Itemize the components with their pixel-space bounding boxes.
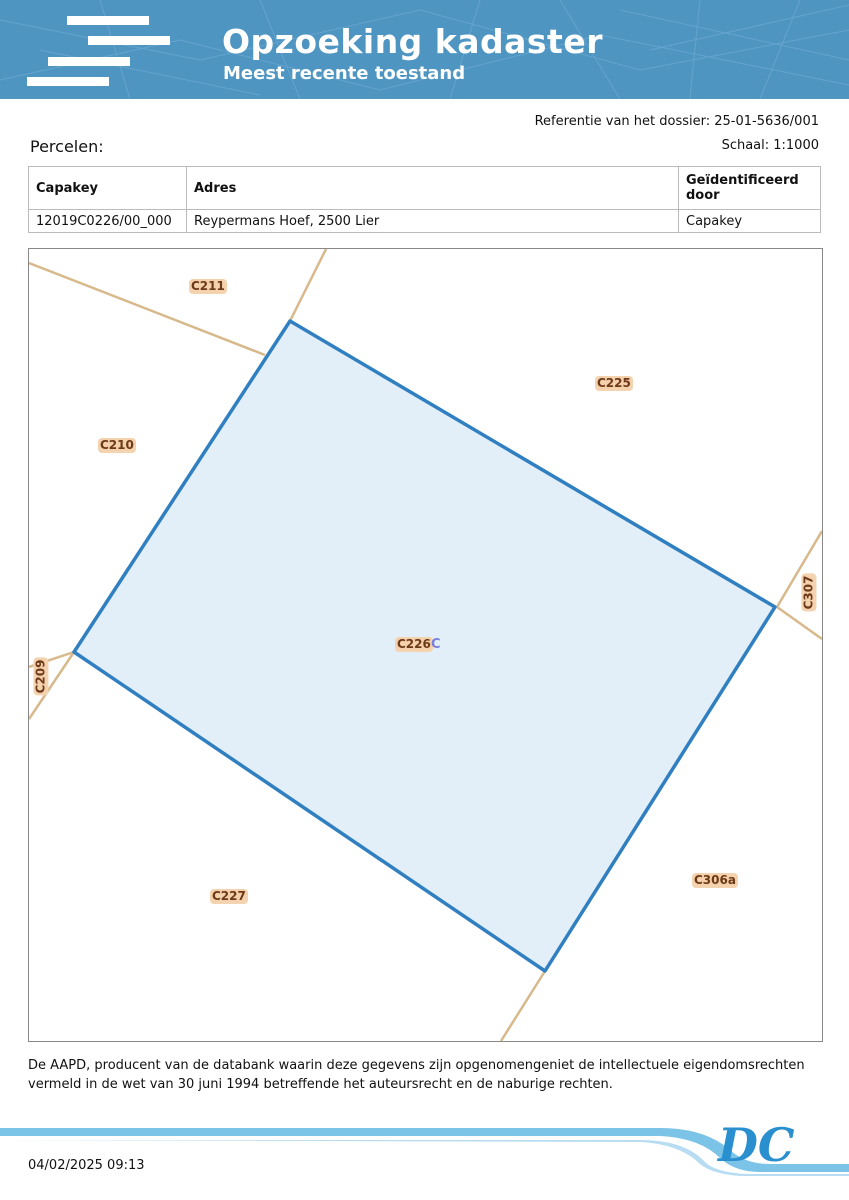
page-header (0, 0, 849, 99)
parcel-label-c226: C226 (397, 637, 431, 651)
dossier-reference: Referentie van het dossier: 25-01-5636/001 (534, 114, 819, 129)
print-date: 04/02/2025 09:13 (28, 1158, 145, 1173)
copyright-disclaimer: De AAPD, producent van de databank waarin deze gegevens zijn opgenomengeniet de intellectuele eigendomsrechten vermeld in de wet van 30 juni 1994 betreffende het auteursrecht en de naburige rechten. (28, 1058, 805, 1092)
page-title: Opzoeking kadaster (222, 22, 603, 61)
cell-capakey: 12019C0226/00_000 (29, 210, 187, 233)
parcel-label-c306a: C306a (694, 873, 736, 887)
cell-identified-by: Capakey (679, 210, 821, 233)
parcel-label-c211: C211 (191, 279, 225, 293)
map-scale: Schaal: 1:1000 (721, 138, 819, 153)
parcel-label-c209: C209 (33, 659, 48, 694)
table-header-row (29, 167, 821, 210)
page-subtitle: Meest recente toestand (223, 63, 466, 84)
section-title: Percelen: (30, 137, 104, 156)
table-row (29, 210, 821, 233)
cadastral-map[interactable] (28, 248, 823, 1042)
parcel-label-c227: C227 (212, 889, 246, 903)
parcel-label-c225: C225 (597, 376, 631, 390)
column-header-identified-by: Geïdentificeerd door (679, 167, 821, 210)
dc-logo: DC (718, 1118, 795, 1172)
parcel-overlay-label: C (431, 637, 441, 652)
column-header-capakey: Capakey (29, 167, 187, 210)
parcel-label-c307: C307 (801, 575, 816, 610)
cell-adres: Reypermans Hoef, 2500 Lier (187, 210, 679, 233)
parcel-label-c210: C210 (100, 438, 134, 452)
column-header-adres: Adres (187, 167, 679, 210)
parcels-table (28, 166, 821, 233)
